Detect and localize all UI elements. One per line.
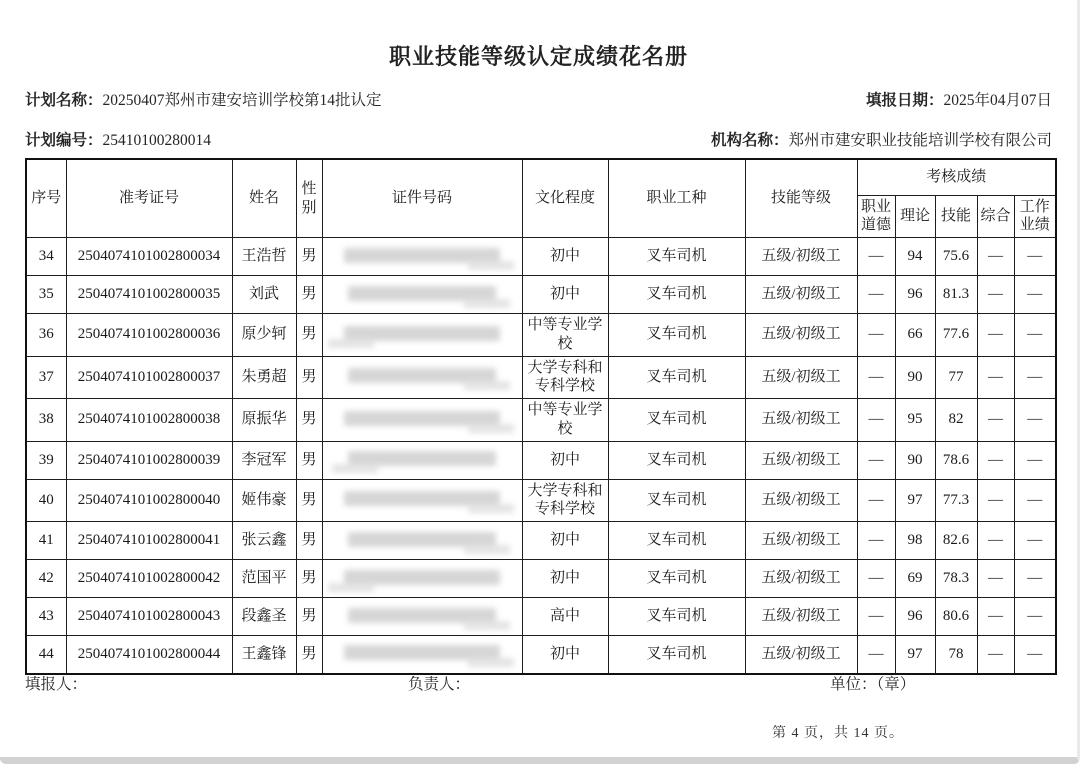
page-number: 第 4 页，共 14 页。 bbox=[772, 726, 904, 741]
cell-occupation: 叉车司机 bbox=[608, 314, 745, 357]
cell-gender: 男 bbox=[296, 238, 322, 276]
cell-level: 五级/初级工 bbox=[745, 356, 857, 399]
org-name bbox=[711, 128, 1052, 150]
cell-occupation: 叉车司机 bbox=[608, 560, 745, 598]
cell-score-work: — bbox=[1014, 636, 1056, 674]
cell-score-ethics: — bbox=[857, 560, 895, 598]
meta-row-2 bbox=[25, 128, 1052, 150]
cell-score-work: — bbox=[1014, 238, 1056, 276]
plan-name bbox=[25, 88, 382, 110]
filler-label: 填报人： bbox=[25, 676, 88, 693]
cell-id-no bbox=[322, 441, 522, 479]
cell-seq: 44 bbox=[26, 636, 66, 674]
cell-score-skill: 81.3 bbox=[935, 276, 977, 314]
cell-name: 原振华 bbox=[232, 399, 296, 442]
cell-gender: 男 bbox=[296, 399, 322, 442]
cell-education: 初中 bbox=[522, 238, 608, 276]
redacted-id-blur bbox=[348, 368, 496, 383]
cell-score-work: — bbox=[1014, 276, 1056, 314]
cell-score-ethics: — bbox=[857, 522, 895, 560]
cell-score-comprehensive: — bbox=[977, 598, 1014, 636]
plan-no-label: 计划编号： bbox=[25, 132, 103, 149]
cell-seq: 39 bbox=[26, 441, 66, 479]
header-score-skill: 技能 bbox=[935, 195, 977, 238]
cell-score-theory: 66 bbox=[895, 314, 935, 357]
cell-gender: 男 bbox=[296, 276, 322, 314]
table-row bbox=[26, 238, 1056, 276]
header-score-theory: 理论 bbox=[895, 195, 935, 238]
header-score-group: 考核成绩 bbox=[857, 159, 1056, 195]
cell-id-no bbox=[322, 479, 522, 522]
cell-exam-no: 2504074101002800042 bbox=[66, 560, 232, 598]
cell-id-no bbox=[322, 399, 522, 442]
cell-score-comprehensive: — bbox=[977, 238, 1014, 276]
plan-name-label: 计划名称： bbox=[25, 92, 103, 109]
cell-score-skill: 77.3 bbox=[935, 479, 977, 522]
cell-seq: 36 bbox=[26, 314, 66, 357]
redacted-id-blur bbox=[344, 326, 500, 341]
header-id-no: 证件号码 bbox=[322, 159, 522, 238]
cell-education: 初中 bbox=[522, 276, 608, 314]
cell-id-no bbox=[322, 356, 522, 399]
header-score-work: 工作业绩 bbox=[1014, 195, 1056, 238]
cell-education: 初中 bbox=[522, 636, 608, 674]
cell-level: 五级/初级工 bbox=[745, 441, 857, 479]
redacted-id-blur bbox=[344, 491, 500, 506]
cell-level: 五级/初级工 bbox=[745, 560, 857, 598]
cell-level: 五级/初级工 bbox=[745, 276, 857, 314]
cell-score-comprehensive: — bbox=[977, 479, 1014, 522]
cell-gender: 男 bbox=[296, 522, 322, 560]
cell-id-no bbox=[322, 238, 522, 276]
table-row bbox=[26, 399, 1056, 442]
cell-name: 姬伟豪 bbox=[232, 479, 296, 522]
cell-education: 大学专科和专科学校 bbox=[522, 479, 608, 522]
cell-score-ethics: — bbox=[857, 479, 895, 522]
page-title: 职业技能等级认定成绩花名册 bbox=[388, 44, 688, 69]
manager-label: 负责人： bbox=[408, 676, 471, 693]
header-name: 姓名 bbox=[232, 159, 296, 238]
cell-score-theory: 98 bbox=[895, 522, 935, 560]
cell-score-ethics: — bbox=[857, 598, 895, 636]
cell-score-theory: 95 bbox=[895, 399, 935, 442]
header-education: 文化程度 bbox=[522, 159, 608, 238]
cell-exam-no: 2504074101002800041 bbox=[66, 522, 232, 560]
redacted-id-blur bbox=[348, 451, 496, 466]
cell-education: 大学专科和专科学校 bbox=[522, 356, 608, 399]
cell-id-no bbox=[322, 560, 522, 598]
cell-name: 朱勇超 bbox=[232, 356, 296, 399]
org-name-label: 机构名称： bbox=[710, 132, 789, 149]
cell-name: 刘武 bbox=[232, 276, 296, 314]
cell-score-theory: 97 bbox=[895, 636, 935, 674]
cell-score-comprehensive: — bbox=[977, 636, 1014, 674]
cell-score-ethics: — bbox=[857, 314, 895, 357]
cell-score-work: — bbox=[1014, 479, 1056, 522]
cell-name: 段鑫圣 bbox=[232, 598, 296, 636]
table-row bbox=[26, 314, 1056, 357]
table-row bbox=[26, 522, 1056, 560]
cell-level: 五级/初级工 bbox=[745, 238, 857, 276]
cell-level: 五级/初级工 bbox=[745, 598, 857, 636]
cell-name: 原少轲 bbox=[232, 314, 296, 357]
header-exam-no: 准考证号 bbox=[66, 159, 232, 238]
cell-occupation: 叉车司机 bbox=[608, 238, 745, 276]
cell-gender: 男 bbox=[296, 479, 322, 522]
cell-occupation: 叉车司机 bbox=[608, 522, 745, 560]
cell-education: 初中 bbox=[522, 522, 608, 560]
cell-exam-no: 2504074101002800037 bbox=[66, 356, 232, 399]
header-seq: 序号 bbox=[26, 159, 66, 238]
plan-no bbox=[25, 128, 211, 150]
cell-score-work: — bbox=[1014, 598, 1056, 636]
cell-score-ethics: — bbox=[857, 276, 895, 314]
cell-score-skill: 82.6 bbox=[935, 522, 977, 560]
redacted-id-blur bbox=[344, 411, 500, 426]
cell-seq: 38 bbox=[26, 399, 66, 442]
cell-level: 五级/初级工 bbox=[745, 399, 857, 442]
cell-seq: 34 bbox=[26, 238, 66, 276]
cell-id-no bbox=[322, 522, 522, 560]
redacted-id-blur bbox=[344, 570, 500, 585]
table-row bbox=[26, 441, 1056, 479]
cell-education: 初中 bbox=[522, 560, 608, 598]
cell-occupation: 叉车司机 bbox=[608, 356, 745, 399]
cell-exam-no: 2504074101002800034 bbox=[66, 238, 232, 276]
plan-no-value: 25410100280014 bbox=[102, 132, 212, 149]
cell-id-no bbox=[322, 598, 522, 636]
cell-score-theory: 69 bbox=[895, 560, 935, 598]
cell-score-ethics: — bbox=[857, 441, 895, 479]
cell-score-ethics: — bbox=[857, 636, 895, 674]
cell-level: 五级/初级工 bbox=[745, 636, 857, 674]
redacted-id-blur bbox=[344, 248, 500, 263]
unit-seal-label: 单位：（章） bbox=[830, 676, 916, 693]
cell-seq: 40 bbox=[26, 479, 66, 522]
cell-occupation: 叉车司机 bbox=[608, 399, 745, 442]
cell-occupation: 叉车司机 bbox=[608, 636, 745, 674]
roster-header bbox=[26, 159, 1056, 238]
cell-score-work: — bbox=[1014, 560, 1056, 598]
cell-exam-no: 2504074101002800044 bbox=[66, 636, 232, 674]
cell-name: 范国平 bbox=[232, 560, 296, 598]
cell-score-comprehensive: — bbox=[977, 356, 1014, 399]
cell-score-comprehensive: — bbox=[977, 276, 1014, 314]
cell-score-comprehensive: — bbox=[977, 441, 1014, 479]
cell-score-ethics: — bbox=[857, 356, 895, 399]
cell-score-work: — bbox=[1014, 441, 1056, 479]
cell-score-skill: 77.6 bbox=[935, 314, 977, 357]
report-date-label: 填报日期： bbox=[865, 92, 944, 109]
cell-score-comprehensive: — bbox=[977, 522, 1014, 560]
cell-id-no bbox=[322, 314, 522, 357]
cell-score-skill: 80.6 bbox=[935, 598, 977, 636]
cell-exam-no: 2504074101002800038 bbox=[66, 399, 232, 442]
cell-occupation: 叉车司机 bbox=[608, 479, 745, 522]
signature-row bbox=[25, 672, 1052, 694]
cell-gender: 男 bbox=[296, 598, 322, 636]
cell-level: 五级/初级工 bbox=[745, 522, 857, 560]
cell-score-skill: 82 bbox=[935, 399, 977, 442]
cell-level: 五级/初级工 bbox=[745, 314, 857, 357]
table-row bbox=[26, 479, 1056, 522]
cell-score-work: — bbox=[1014, 522, 1056, 560]
cell-score-theory: 96 bbox=[895, 598, 935, 636]
cell-score-comprehensive: — bbox=[977, 399, 1014, 442]
cell-score-skill: 78.3 bbox=[935, 560, 977, 598]
cell-seq: 42 bbox=[26, 560, 66, 598]
cell-score-ethics: — bbox=[857, 238, 895, 276]
org-name-value: 郑州市建安职业技能培训学校有限公司 bbox=[788, 132, 1052, 149]
cell-gender: 男 bbox=[296, 356, 322, 399]
report-date-value: 2025年04月07日 bbox=[943, 92, 1052, 109]
cell-exam-no: 2504074101002800039 bbox=[66, 441, 232, 479]
table-row bbox=[26, 356, 1056, 399]
report-date bbox=[866, 88, 1052, 110]
cell-exam-no: 2504074101002800036 bbox=[66, 314, 232, 357]
cell-score-skill: 77 bbox=[935, 356, 977, 399]
cell-name: 张云鑫 bbox=[232, 522, 296, 560]
table-row bbox=[26, 560, 1056, 598]
cell-score-comprehensive: — bbox=[977, 560, 1014, 598]
cell-name: 王浩哲 bbox=[232, 238, 296, 276]
cell-score-ethics: — bbox=[857, 399, 895, 442]
cell-score-theory: 97 bbox=[895, 479, 935, 522]
cell-seq: 41 bbox=[26, 522, 66, 560]
cell-score-skill: 78 bbox=[935, 636, 977, 674]
cell-seq: 43 bbox=[26, 598, 66, 636]
cell-score-skill: 78.6 bbox=[935, 441, 977, 479]
table-row bbox=[26, 636, 1056, 674]
cell-gender: 男 bbox=[296, 441, 322, 479]
header-score-ethics: 职业道德 bbox=[857, 195, 895, 238]
header-occupation: 职业工种 bbox=[608, 159, 745, 238]
redacted-id-blur bbox=[348, 532, 496, 547]
cell-score-work: — bbox=[1014, 399, 1056, 442]
table-row bbox=[26, 598, 1056, 636]
cell-score-work: — bbox=[1014, 356, 1056, 399]
cell-id-no bbox=[322, 636, 522, 674]
cell-gender: 男 bbox=[296, 314, 322, 357]
cell-occupation: 叉车司机 bbox=[608, 441, 745, 479]
cell-id-no bbox=[322, 276, 522, 314]
redacted-id-blur bbox=[344, 645, 500, 660]
cell-score-comprehensive: — bbox=[977, 314, 1014, 357]
cell-seq: 37 bbox=[26, 356, 66, 399]
cell-occupation: 叉车司机 bbox=[608, 276, 745, 314]
cell-level: 五级/初级工 bbox=[745, 479, 857, 522]
cell-name: 李冠军 bbox=[232, 441, 296, 479]
plan-name-value: 20250407郑州市建安培训学校第14批认定 bbox=[102, 92, 382, 109]
cell-gender: 男 bbox=[296, 636, 322, 674]
cell-education: 初中 bbox=[522, 441, 608, 479]
cell-name: 王鑫锋 bbox=[232, 636, 296, 674]
cell-education: 中等专业学校 bbox=[522, 399, 608, 442]
redacted-id-blur bbox=[348, 608, 496, 623]
cell-occupation: 叉车司机 bbox=[608, 598, 745, 636]
cell-score-work: — bbox=[1014, 314, 1056, 357]
cell-exam-no: 2504074101002800043 bbox=[66, 598, 232, 636]
meta-row-1 bbox=[25, 88, 1052, 110]
header-gender: 性别 bbox=[296, 159, 322, 238]
cell-score-theory: 90 bbox=[895, 356, 935, 399]
cell-seq: 35 bbox=[26, 276, 66, 314]
cell-score-theory: 94 bbox=[895, 238, 935, 276]
cell-exam-no: 2504074101002800035 bbox=[66, 276, 232, 314]
cell-score-skill: 75.6 bbox=[935, 238, 977, 276]
cell-education: 高中 bbox=[522, 598, 608, 636]
cell-score-theory: 96 bbox=[895, 276, 935, 314]
redacted-id-blur bbox=[348, 286, 496, 301]
cell-score-theory: 90 bbox=[895, 441, 935, 479]
roster-body bbox=[26, 238, 1056, 674]
cell-exam-no: 2504074101002800040 bbox=[66, 479, 232, 522]
cell-education: 中等专业学校 bbox=[522, 314, 608, 357]
header-score-comprehensive: 综合 bbox=[977, 195, 1014, 238]
roster-table bbox=[25, 158, 1057, 675]
table-row bbox=[26, 276, 1056, 314]
cell-gender: 男 bbox=[296, 560, 322, 598]
header-level: 技能等级 bbox=[745, 159, 857, 238]
